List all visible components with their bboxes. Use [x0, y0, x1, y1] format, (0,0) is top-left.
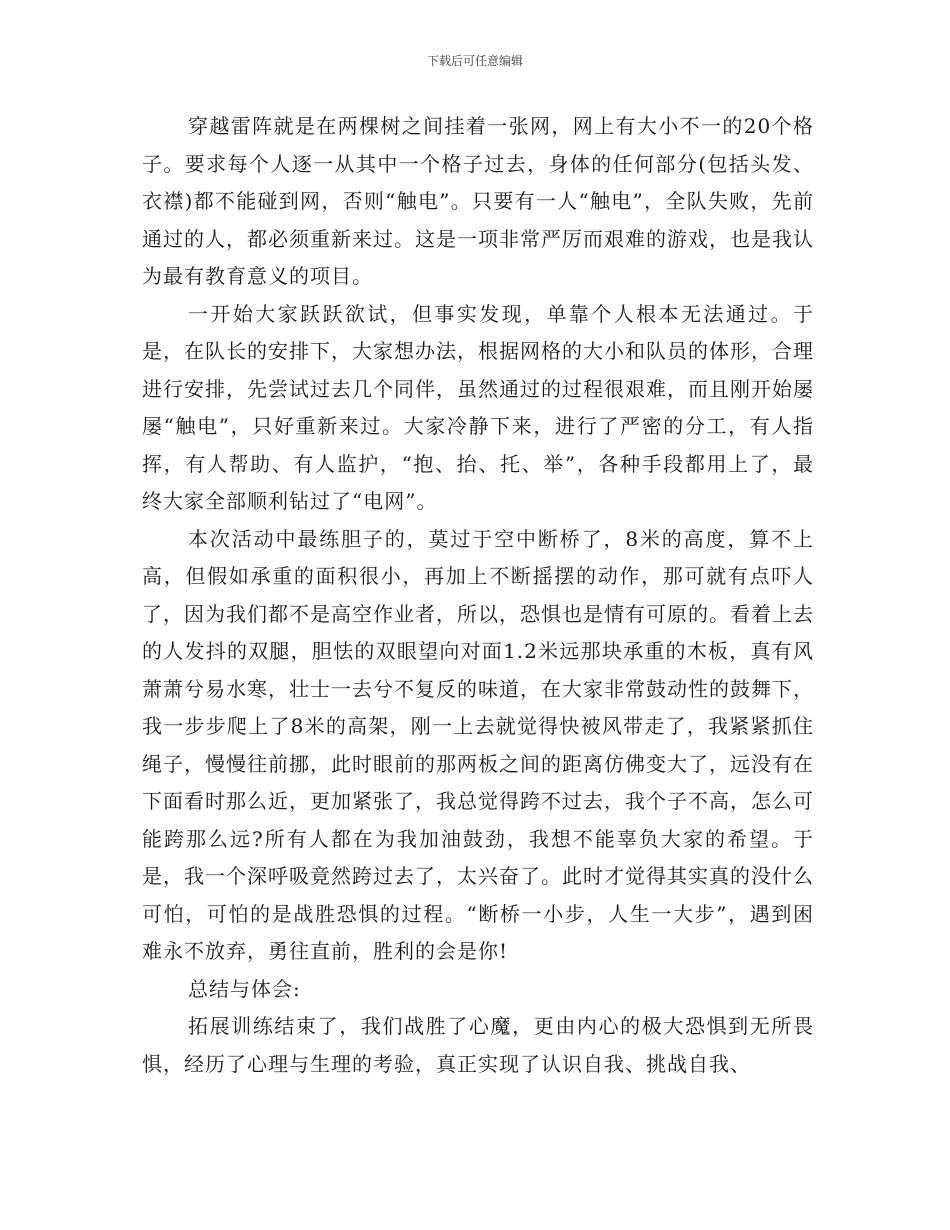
- paragraph-minefield: 穿越雷阵就是在两棵树之间挂着一张网，网上有大小不一的20个格子。要求每个人逐一从其中一个格子过去，身体的任何部分(包括头发、衣襟)都不能碰到网，否则“触电”。只要有一人“触电”，全队失败，先前通过的人，都必须重新来过。这是一项非常严厉而艰难的游戏，也是我认为最有教育意义的项目。: [142, 114, 814, 288]
- paragraph-broken-bridge: 本次活动中最练胆子的，莫过于空中断桥了，8米的高度，算不上高，但假如承重的面积很小，再加上不断摇摆的动作，那可就有点吓人了，因为我们都不是高空作业者，所以，恐惧也是情有可原的。看着上去的人发抖的双腿，胆怯的双眼望向对面1.2米远那块承重的木板，真有风萧萧兮易水寒，壮士一去兮不复反的味道，在大家非常鼓动性的鼓舞下，我一步步爬上了8米的高架，刚一上去就觉得快被风带走了，我紧紧抓住绳子，慢慢往前挪，此时眼前的那两板之间的距离仿佛变大了，远没有在下面看时那么近，更加紧张了，我总觉得跨不过去，我个子不高，怎么可能跨那么远?所有人都在为我加油鼓劲，我想不能辜负大家的希望。于是，我一个深呼吸竟然跨过去了，太兴奋了。此时才觉得其实真的没什么可怕，可怕的是战胜恐惧的过程。“断桥一小步，人生一大步”，遇到困难永不放弃，勇往直前，胜利的会是你!: [142, 526, 814, 963]
- page-header: 下载后可任意编辑: [426, 54, 523, 68]
- paragraph-summary: 拓展训练结束了，我们战胜了心魔，更由内心的极大恐惧到无所畏惧，经历了心理与生理的考验，真正实现了认识自我、挑战自我、: [142, 1014, 814, 1076]
- paragraph-teamwork: 一开始大家跃跃欲试，但事实发现，单靠个人根本无法通过。于是，在队长的安排下，大家想办法，根据网格的大小和队员的体形，合理进行安排，先尝试过去几个同伴，虽然通过的过程很艰难，而且刚开始屡屡“触电”，只好重新来过。大家冷静下来，进行了严密的分工，有人指挥，有人帮助、有人监护，“抱、抬、托、举”，各种手段都用上了，最终大家全部顺利钻过了“电网”。: [142, 301, 814, 513]
- document-body: [142, 108, 814, 1083]
- section-heading-summary: 总结与体会:: [188, 976, 301, 1001]
